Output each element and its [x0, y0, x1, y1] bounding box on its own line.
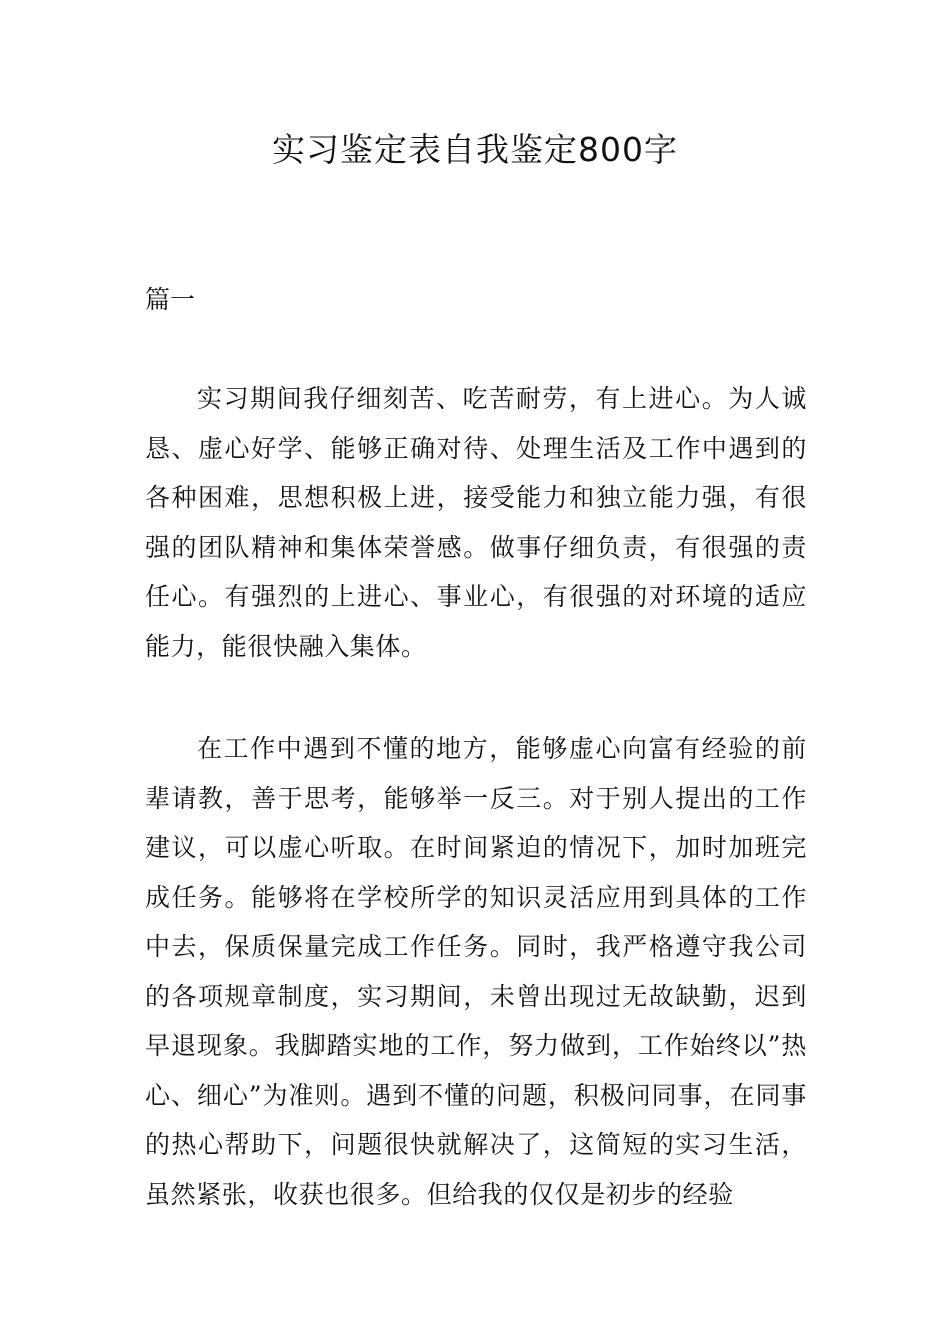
- document-title: 实习鉴定表自我鉴定800字: [272, 130, 678, 169]
- section-label: 篇一: [145, 285, 196, 314]
- paragraph-2: 在工作中遇到不懂的地方，能够虚心向富有经验的前辈请教，善于思考，能够举一反三。对于别人提出的工作建议，可以虚心听取。在时间紧迫的情况下，加时加班完成任务。能够将在学校所学的知识灵活应用到具体的工作中去，保质保量完成工作任务。同时，我严格遵守我公司的各项规章制度，实习期间，未曾出现过无故缺勤，迟到早退现象。我脚踏实地的工作，努力做到，工作始终以”热心、细心”为准则。遇到不懂的问题，积极问同事，在同事的热心帮助下，问题很快就解决了，这简短的实习生活，虽然紧张，收获也很多。但给我的仅仅是初步的经验: [145, 734, 807, 1209]
- paragraph-1: 实习期间我仔细刻苦、吃苦耐劳，有上进心。为人诚恳、虚心好学、能够正确对待、处理生活及工作中遇到的各种困难，思想积极上进，接受能力和独立能力强，有很强的团队精神和集体荣誉感。做事仔细负责，有很强的责任心。有强烈的上进心、事业心，有很强的对环境的适应能力，能很快融入集体。: [145, 384, 807, 661]
